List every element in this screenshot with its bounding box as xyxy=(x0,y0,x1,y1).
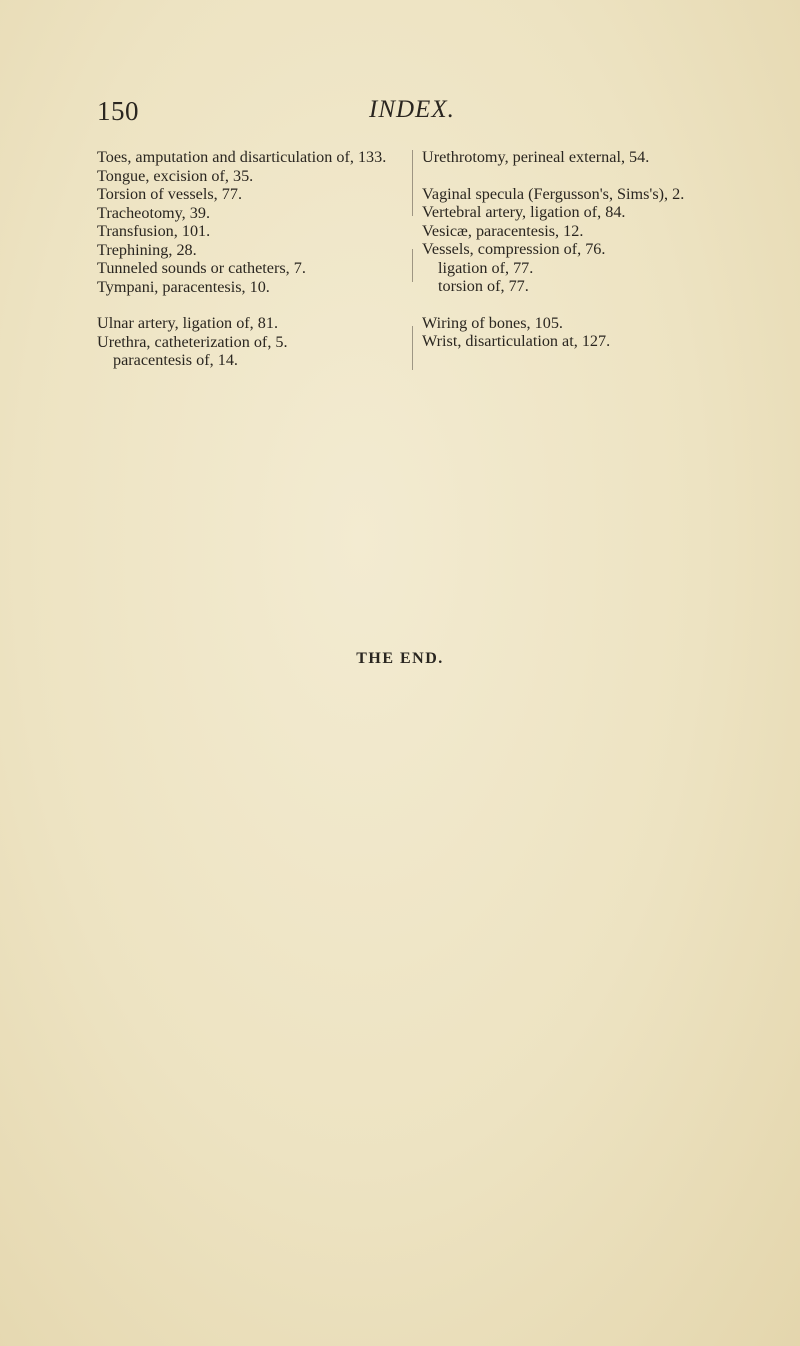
index-entry: Wiring of bones, 105. xyxy=(422,313,563,332)
page-header xyxy=(0,96,800,136)
index-entry: Toes, amputation and disarticulation of, 133. xyxy=(97,148,387,166)
index-entry: Urethrotomy, perineal external, 54. xyxy=(422,148,650,166)
the-end-text: THE END. xyxy=(356,650,444,667)
index-entry: Tracheotomy, 39. xyxy=(97,203,211,222)
page-number: 150 xyxy=(97,96,139,126)
index-subentry: ligation of, 77. xyxy=(438,258,534,277)
entry-gap xyxy=(422,167,762,185)
index-entry: Wrist, disarticulation at, 127. xyxy=(422,332,611,350)
index-entry: Vesicæ, paracentesis, 12. xyxy=(422,221,584,240)
index-subentry: paracentesis of, 14. xyxy=(113,351,238,369)
entry-gap xyxy=(422,296,762,314)
index-entry: Tunneled sounds or catheters, 7. xyxy=(97,259,306,277)
index-subentry: torsion of, 77. xyxy=(438,277,529,295)
index-entry: Vessels, compression of, 76. xyxy=(422,240,606,258)
index-entry: Trephining, 28. xyxy=(97,240,197,259)
index-column-left xyxy=(97,148,402,370)
index-entry: Urethra, catheterization of, 5. xyxy=(97,332,288,351)
column-divider xyxy=(412,150,413,370)
index-entry: Torsion of vessels, 77. xyxy=(97,185,242,203)
index-entry: Ulnar artery, ligation of, 81. xyxy=(97,314,279,332)
index-entry: Vaginal specula (Fergusson's, Sims's), 2. xyxy=(422,184,685,203)
index-entry: Tongue, excision of, 35. xyxy=(97,166,254,185)
entry-gap xyxy=(97,296,402,314)
index-entry: Tympani, paracentesis, 10. xyxy=(97,277,270,296)
index-column-right xyxy=(422,148,762,351)
running-title: INDEX. xyxy=(369,96,455,123)
index-entry: Vertebral artery, ligation of, 84. xyxy=(422,203,626,221)
index-entry: Transfusion, 101. xyxy=(97,222,211,240)
